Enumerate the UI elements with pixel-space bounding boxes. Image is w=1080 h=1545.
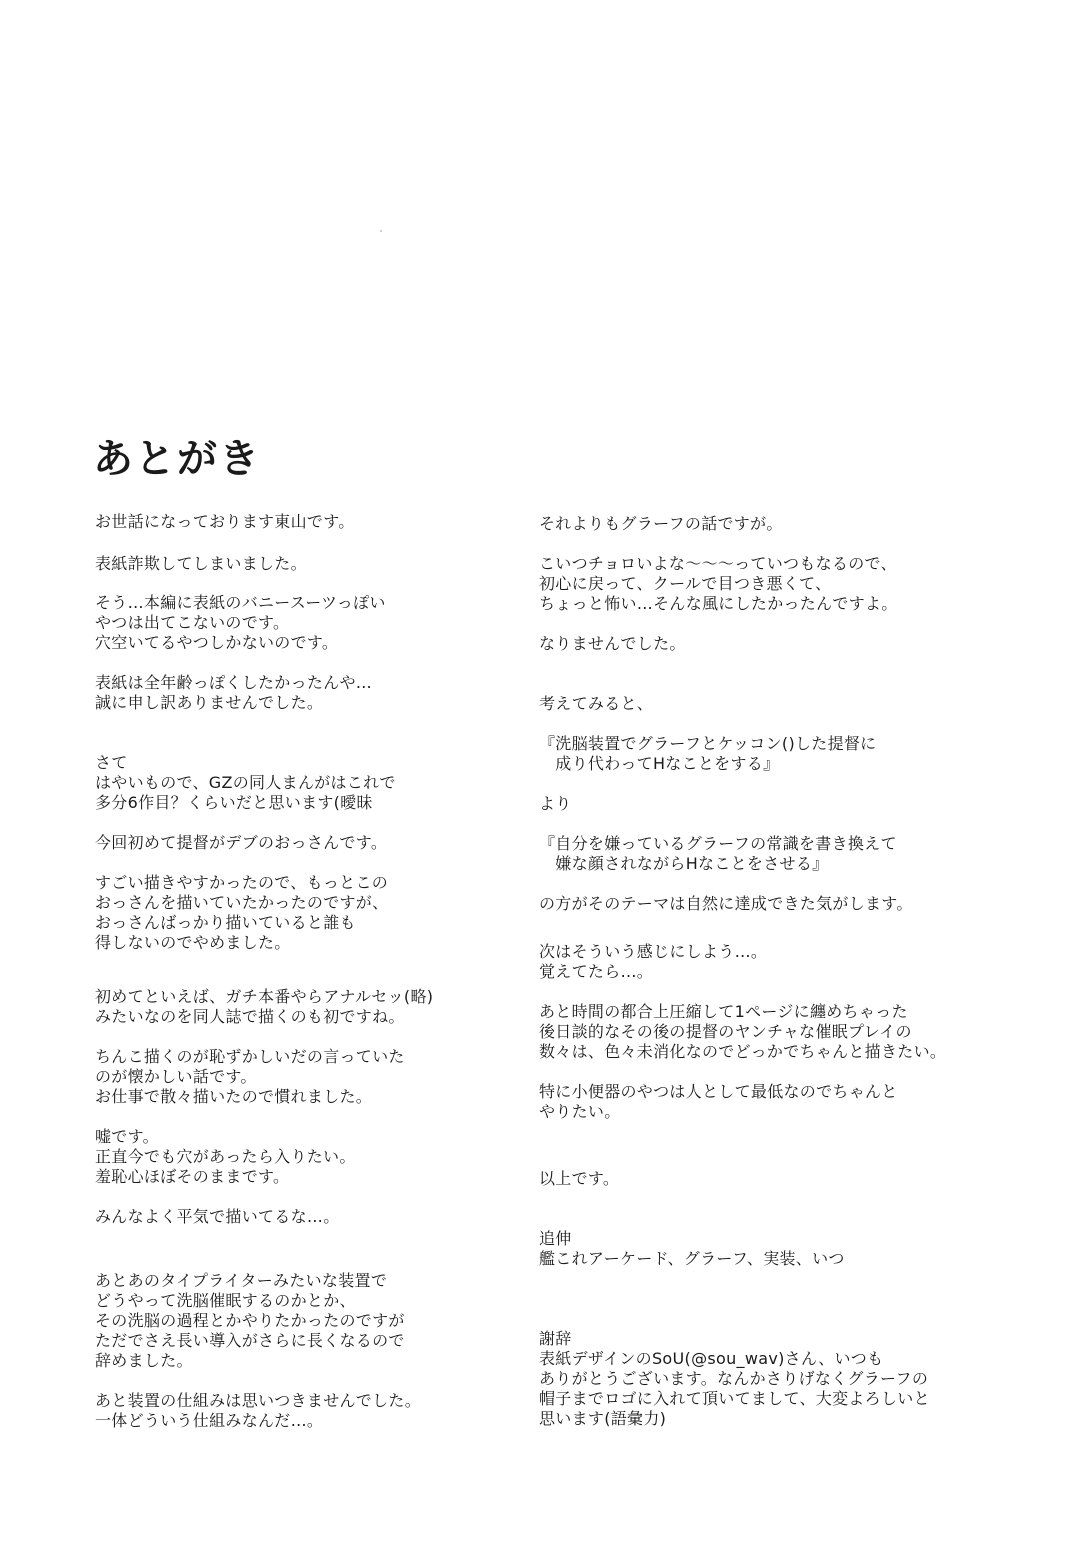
text-line: はやいもので、GZの同人まんがはこれで bbox=[95, 773, 396, 792]
text-line: 今回初めて提督がデブのおっさんです。 bbox=[95, 833, 388, 852]
text-line: 覚えてたら…。 bbox=[539, 962, 654, 981]
scan-speck bbox=[380, 230, 382, 232]
text-line: お仕事で散々描いたので慣れました。 bbox=[95, 1087, 373, 1106]
text-line: より bbox=[539, 794, 572, 813]
text-line: 一体どういう仕組みなんだ…。 bbox=[95, 1411, 324, 1430]
text-line: 嫌な顔されながらHなことをさせる』 bbox=[539, 854, 829, 873]
text-line: みんなよく平気で描いてるな…。 bbox=[95, 1207, 340, 1226]
text-line: 得しないのでやめました。 bbox=[95, 933, 291, 952]
text-line: 艦これアーケード、グラーフ、実装、いつ bbox=[539, 1249, 845, 1268]
text-line: 思います(語彙力) bbox=[539, 1409, 667, 1428]
text-line: それよりもグラーフの話ですが。 bbox=[539, 514, 783, 533]
text-line: ただでさえ長い導入がさらに長くなるので bbox=[95, 1331, 405, 1350]
text-line: 追伸 bbox=[539, 1229, 572, 1248]
text-line: 数々は、色々未消化なのでどっかでちゃんと描きたい。 bbox=[539, 1042, 947, 1061]
text-line: 表紙詐欺してしまいました。 bbox=[95, 554, 307, 573]
text-line: 『自分を嫌っているグラーフの常識を書き換えて bbox=[539, 834, 897, 853]
text-line: おっさんばっかり描いていると誰も bbox=[95, 913, 356, 932]
text-line: 羞恥心ほぼそのままです。 bbox=[95, 1167, 290, 1186]
text-line: あと時間の都合上圧縮して1ページに纏めちゃった bbox=[539, 1002, 908, 1021]
text-line: 多分6作目？くらいだと思います(曖昧 bbox=[95, 793, 373, 812]
text-line: 帽子までロゴに入れて頂いてまして、大変よろしいと bbox=[539, 1389, 930, 1408]
text-line: 『洗脳装置でグラーフとケッコン()した提督に bbox=[539, 734, 877, 753]
text-line: やりたい。 bbox=[539, 1102, 621, 1121]
text-line: あとあのタイプライターみたいな装置で bbox=[95, 1271, 388, 1290]
text-line: 表紙デザインのSoU(@sou_wav)さん、いつも bbox=[539, 1349, 884, 1368]
text-line: どうやって洗脳催眠するのかとか、 bbox=[95, 1291, 356, 1310]
text-line: 謝辞 bbox=[539, 1329, 572, 1348]
text-line: 考えてみると、 bbox=[539, 694, 654, 713]
text-line: 正直今でも穴があったら入りたい。 bbox=[95, 1147, 356, 1166]
page-title: あとがき bbox=[93, 436, 261, 482]
text-line: おっさんを描いていたかったのですが、 bbox=[95, 893, 389, 912]
text-line: ちょっと怖い…そんな風にしたかったんですよ。 bbox=[539, 594, 898, 613]
text-line: そう…本編に表紙のバニースーツっぽい bbox=[95, 593, 386, 612]
text-line: 次はそういう感じにしよう…。 bbox=[539, 942, 768, 961]
text-line: なりませんでした。 bbox=[539, 634, 686, 653]
text-line: こいつチョロいよな～～～っていつもなるので、 bbox=[539, 554, 897, 573]
text-line: 誠に申し訳ありませんでした。 bbox=[95, 693, 324, 712]
text-line: 初心に戻って、クールで目つき悪くて、 bbox=[539, 574, 832, 593]
text-line: のが懐かしい話です。 bbox=[95, 1067, 257, 1086]
text-line: やつは出てこないのです。 bbox=[95, 613, 290, 632]
text-line: 嘘です。 bbox=[95, 1127, 159, 1146]
text-line: 辞めました。 bbox=[95, 1351, 193, 1370]
text-line: ありがとうございます。なんかさりげなくグラーフの bbox=[539, 1369, 929, 1388]
text-line: 表紙は全年齢っぽくしたかったんや… bbox=[95, 673, 373, 692]
text-line: 穴空いてるやつしかないのです。 bbox=[95, 633, 339, 652]
text-line: すごい描きやすかったので、もっとこの bbox=[95, 873, 389, 892]
text-line: 以上です。 bbox=[539, 1169, 620, 1188]
text-line: の方がそのテーマは自然に達成できた気がします。 bbox=[539, 894, 913, 913]
text-line: さて bbox=[95, 753, 128, 772]
text-line: 成り代わってHなことをする』 bbox=[539, 754, 780, 773]
text-line: みたいなのを同人誌で描くのも初ですね。 bbox=[95, 1007, 405, 1026]
text-line: 後日談的なその後の提督のヤンチャな催眠プレイの bbox=[539, 1022, 912, 1041]
text-line: お世話になっております東山です。 bbox=[95, 512, 355, 531]
text-line: その洗脳の過程とかやりたかったのですが bbox=[95, 1311, 405, 1330]
text-line: 特に小便器のやつは人として最低なのでちゃんと bbox=[539, 1082, 898, 1101]
text-line: 初めてといえば、ガチ本番やらアナルセッ(略) bbox=[95, 987, 434, 1006]
text-line: あと装置の仕組みは思いつきませんでした。 bbox=[95, 1391, 422, 1410]
text-line: ちんこ描くのが恥ずかしいだの言っていた bbox=[95, 1047, 405, 1066]
